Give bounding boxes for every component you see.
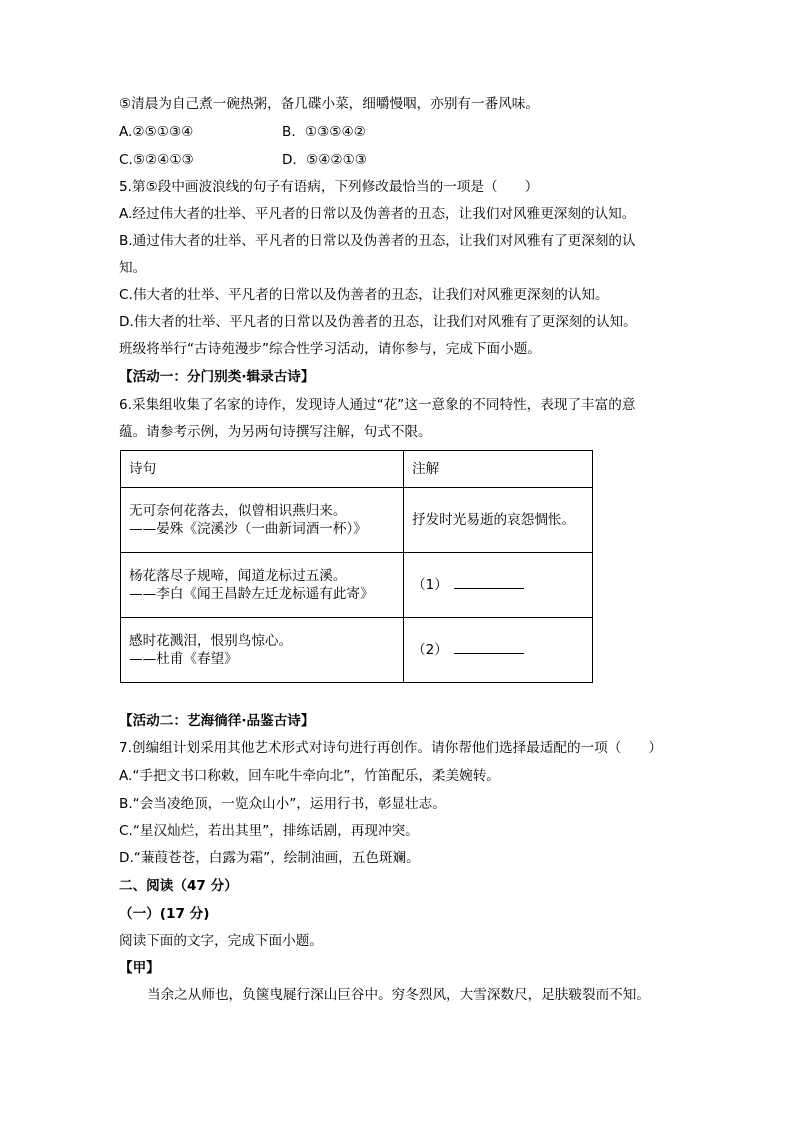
question-6-cont: 蕴。请参考示例，为另两句诗撰写注解，句式不限。 — [119, 424, 432, 440]
activity-1-heading: 【活动一：分门别类·辑录古诗】 — [119, 369, 315, 385]
subsection-1-heading: （一）(17 分) — [119, 906, 210, 922]
poem-cell — [121, 553, 404, 618]
poem-cell — [121, 488, 404, 553]
activity-intro: 班级将举行“古诗苑漫步”综合性学习活动，请你参与，完成下面小题。 — [119, 341, 541, 357]
passage-jia-label: 【甲】 — [119, 960, 160, 976]
question-7: 7.创编组计划采用其他艺术形式对诗句进行再创作。请你帮他们选择最适配的一项（ ） — [119, 740, 663, 756]
q5-option-b-cont: 知。 — [119, 260, 147, 276]
note-cell — [404, 618, 593, 683]
q5-option-a: A.经过伟大者的壮举、平凡者的日常以及伪善者的丑态，让我们对风雅更深刻的认知。 — [119, 206, 636, 222]
header-note: 注解 — [404, 451, 593, 488]
section-2-heading: 二、阅读（47 分） — [119, 878, 238, 894]
q7-option-c: C.“星汉灿烂，若出其里”，排练话剧，再现冲突。 — [119, 823, 419, 839]
table-row — [121, 618, 593, 683]
poem-line: 感时花溅泪，恨别鸟惊心。 — [129, 633, 293, 649]
choice-b: B．①③⑤④② — [282, 124, 366, 140]
q5-option-b: B.通过伟大者的壮举、平凡者的日常以及伪善者的丑态，让我们对风雅有了更深刻的认 — [119, 233, 636, 249]
table-row — [121, 553, 593, 618]
poem-source: ——杜甫《春望》 — [129, 651, 238, 667]
poem-line: 杨花落尽子规啼，闻道龙标过五溪。 — [129, 568, 347, 584]
answer-blank-2[interactable] — [454, 641, 524, 654]
poem-line: 无可奈何花落去，似曾相识燕归来。 — [129, 503, 347, 519]
answer-blank-1[interactable] — [454, 576, 524, 589]
table-row — [121, 488, 593, 553]
note-label: （1） — [412, 577, 448, 593]
choice-a: A.②⑤①③④ — [119, 124, 194, 140]
q7-option-d: D.“蒹葭苍苍，白露为霜”，绘制油画，五色斑斓。 — [119, 850, 420, 866]
note-label: （2） — [412, 642, 448, 658]
poem-source: ——李白《闻王昌龄左迁龙标遥有此寄》 — [129, 586, 374, 602]
poem-source: ——晏殊《浣溪沙（一曲新词酒一杯）》 — [129, 521, 367, 537]
note-cell: 抒发时光易逝的哀怨惆怅。 — [404, 488, 593, 553]
note-cell — [404, 553, 593, 618]
question-5: 5.第⑤段中画波浪线的句子有语病，下列修改最恰当的一项是（ ） — [119, 179, 539, 195]
choice-d: D．⑤④②①③ — [282, 152, 367, 168]
poem-cell — [121, 618, 404, 683]
q5-option-d: D.伟大者的壮举、平凡者的日常以及伪善者的丑态，让我们对风雅有了更深刻的认知。 — [119, 314, 637, 330]
question-6: 6.采集组收集了名家的诗作，发现诗人通过“花”这一意象的不同特性，表现了丰富的意 — [119, 397, 636, 413]
q7-option-b: B.“会当凌绝顶，一览众山小”，运用行书，彰显壮志。 — [119, 796, 446, 812]
q5-option-c: C.伟大者的壮举、平凡者的日常以及伪善者的丑态，让我们对风雅更深刻的认知。 — [119, 287, 609, 303]
poem-annotation-table — [120, 450, 593, 683]
table-header-row — [121, 451, 593, 488]
choice-c: C.⑤②④①③ — [119, 152, 194, 168]
option-5-text: ⑤清晨为自己煮一碗热粥，备几碟小菜，细嚼慢咽，亦别有一番风味。 — [119, 96, 539, 112]
header-poem: 诗句 — [121, 451, 404, 488]
q7-option-a: A.“手把文书口称敕，回车叱牛牵向北”，竹笛配乐，柔美婉转。 — [119, 768, 500, 784]
reading-instruction: 阅读下面的文字，完成下面小题。 — [119, 933, 323, 949]
passage-text: 当余之从师也，负箧曳屣行深山巨谷中。穷冬烈风，大雪深数尺，足肤皲裂而不知。 — [147, 987, 650, 1003]
activity-2-heading: 【活动二：艺海徜徉·品鉴古诗】 — [119, 713, 315, 729]
